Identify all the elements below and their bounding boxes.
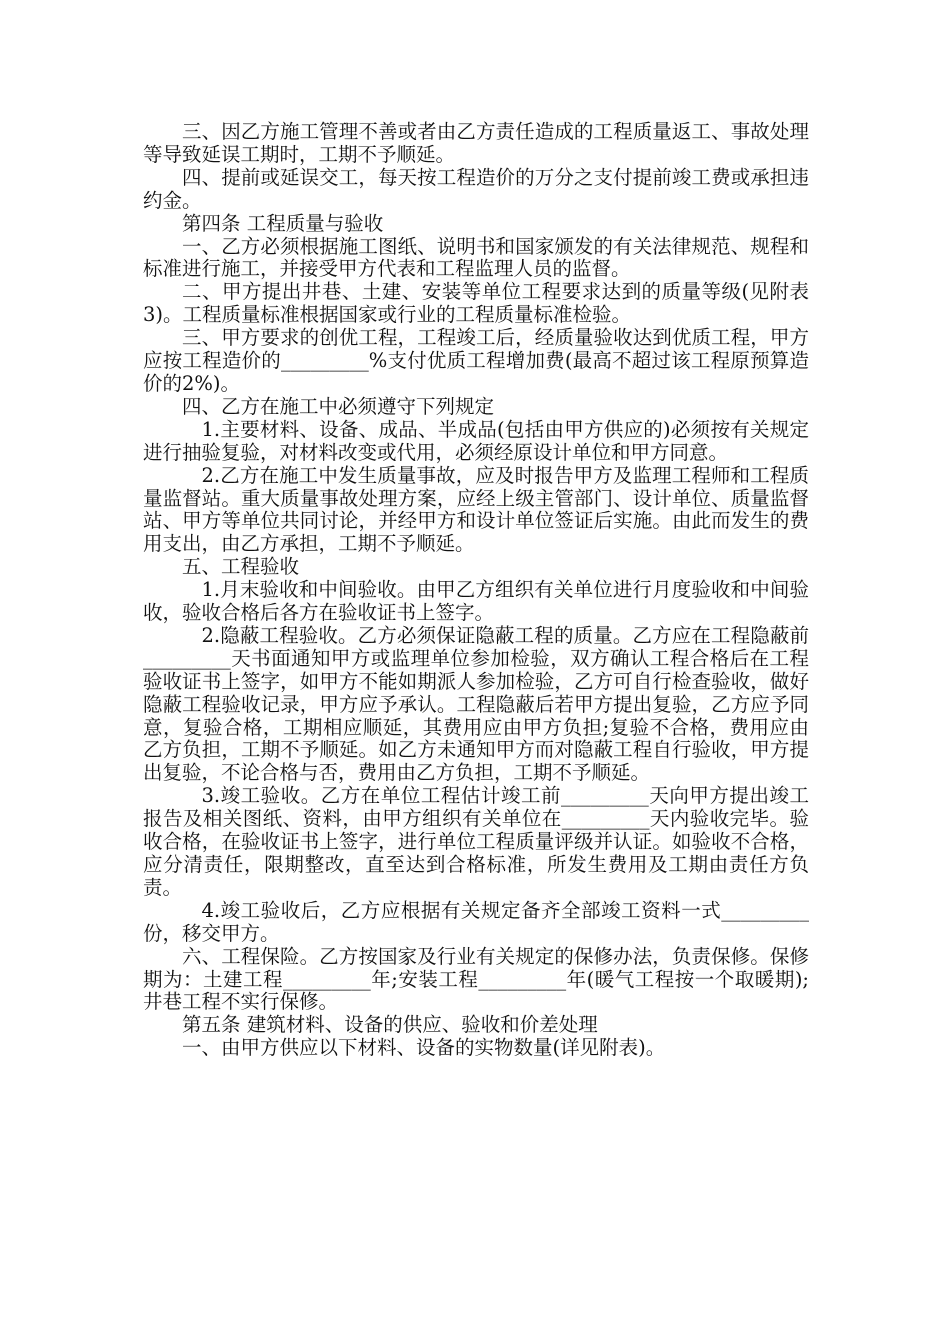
list-item-quality-accident: 2.乙方在施工中发生质量事故，应及时报告甲方及监理工程师和工程质量监督站。重大质量事故处理方案，应经上级主管部门、设计单位、质量监督站、甲方等单位共同讨论，并经甲方和设计单位签证后实施。由此而发生的费用支出，由乙方承担，工期不予顺延。 — [143, 463, 809, 556]
paragraph-construction-standards: 一、乙方必须根据施工图纸、说明书和国家颁发的有关法律规范、规程和标准进行施工，并接受甲方代表和工程监理人员的监督。 — [143, 234, 809, 281]
list-item-completion-documents: 4.竣工验收后，乙方应根据有关规定备齐全部竣工资料一式_________份，移交甲方。 — [143, 898, 809, 945]
list-item-materials-inspection: 1.主要材料、设备、成品、半成品(包括由甲方供应的)必须按有关规定进行抽验复验，对材料改变或代用，必须经原设计单位和甲方同意。 — [143, 417, 809, 464]
paragraph-excellence-project: 三、甲方要求的创优工程，工程竣工后，经质量验收达到优质工程，甲方应按工程造价的_________%支付优质工程增加费(最高不超过该工程原预算造价的2%)。 — [143, 326, 809, 395]
paragraph-acceptance-heading: 五、工程验收 — [182, 555, 300, 579]
section-heading-article-4: 第四条 工程质量与验收 — [182, 211, 384, 235]
paragraph-quality-grade: 二、甲方提出井巷、土建、安装等单位工程要求达到的质量等级(见附表3)。工程质量标准根据国家或行业的工程质量标准检验。 — [143, 280, 809, 327]
section-heading-article-5: 第五条 建筑材料、设备的供应、验收和价差处理 — [182, 1013, 598, 1037]
list-item-monthly-acceptance: 1.月末验收和中间验收。由甲乙方组织有关单位进行月度验收和中间验收，验收合格后各方在验收证书上签字。 — [143, 578, 809, 625]
paragraph-warranty: 六、工程保险。乙方按国家及行业有关规定的保修办法，负责保修。保修期为：土建工程_________年;安装工程_________年(暖气工程按一个取暖期);井巷工程不实行保修。 — [143, 944, 809, 1014]
paragraph-rules-heading: 四、乙方在施工中必须遵守下列规定 — [182, 394, 495, 418]
paragraph-delay-by-contractor: 三、因乙方施工管理不善或者由乙方责任造成的工程质量返工、事故处理等导致延误工期时，工期不予顺延。 — [143, 120, 809, 166]
list-item-concealed-works: 2.隐蔽工程验收。乙方必须保证隐蔽工程的质量。乙方应在工程隐蔽前_________天书面通知甲方或监理单位参加检验，双方确认工程合格后在工程验收证书上签字，如甲方不能如期派人参加检验，乙方可自行检查验收，做好隐蔽工程验收记录，甲方应予承认。工程隐蔽后若甲方提出复验，乙方应予同意，复验合格，工期相应顺延，其费用应由甲方负担;复验不合格，费用应由乙方负担，工期不予顺延。如乙方未通知甲方而对隐蔽工程自行验收，甲方提出复验，不论合格与否，费用由乙方负担，工期不予顺延。 — [143, 623, 809, 785]
list-item-completion-acceptance: 3.竣工验收。乙方在单位工程估计竣工前_________天向甲方提出竣工报告及相关图纸、资料，由甲方组织有关单位在_________天内验收完毕。验收合格，在验收证书上签字，进行单位工程质量评级并认证。如验收不合格，应分清责任，限期整改，直至达到合格标准，所发生费用及工期由责任方负责。 — [143, 784, 809, 899]
paragraph-early-late-delivery: 四、提前或延误交工，每天按工程造价的万分之支付提前竣工费或承担违约金。 — [143, 165, 809, 212]
paragraph-owner-supply: 一、由甲方供应以下材料、设备的实物数量(详见附表)。 — [182, 1036, 666, 1060]
document-page — [143, 121, 809, 1060]
